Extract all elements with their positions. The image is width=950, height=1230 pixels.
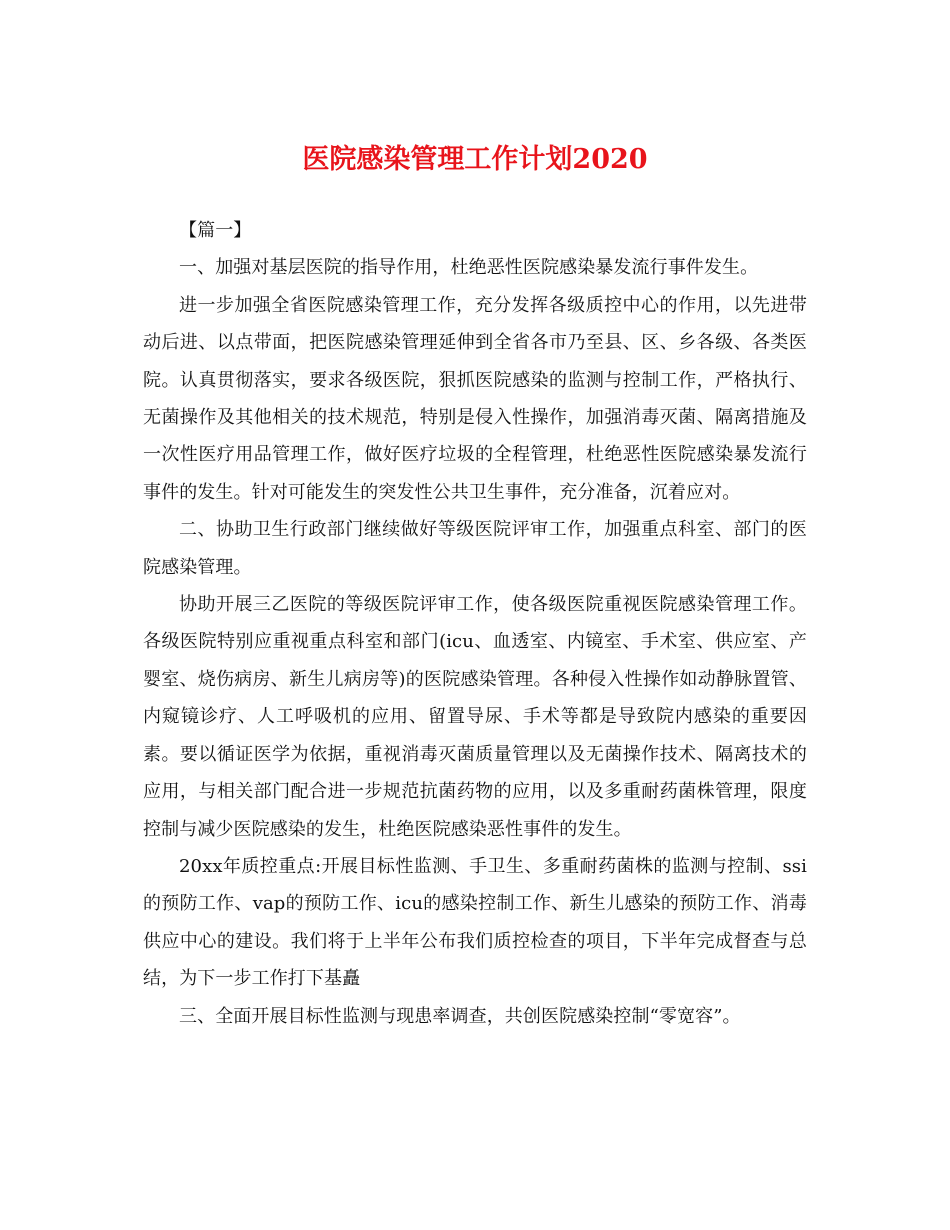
heading-one: 一、加强对基层医院的指导作用，杜绝恶性医院感染暴发流行事件发生。	[179, 257, 759, 279]
paragraph: 协助开展三乙医院的等级医院评审工作，使各级医院重视医院感染管理工作。各级医院特别应重视重点科室和部门(icu、血透室、内镜室、手术室、供应室、产婴室、烧伤病房、新生儿病房等)的医院感染管理。各种侵入性操作如动静脉置管、内窥镜诊疗、人工呼吸机的应用、留置导尿、手术等都是导致院内感染的重要因素。要以循证医学为依据，重视消毒灭菌质量管理以及无菌操作技术、隔离技术的应用，与相关部门配合进一步规范抗菌药物的应用，以及多重耐药菌株管理，限度控制与减少医院感染的发生，杜绝医院感染恶性事件的发生。	[143, 594, 807, 840]
paragraph: 20xx年质控重点:开展目标性监测、手卫生、多重耐药菌株的监测与控制、ssi的预防工作、vap的预防工作、icu的感染控制工作、新生儿感染的预防工作、消毒供应中心的建设。我们将于上半年公布我们质控检查的项目，下半年完成督查与总结，为下一步工作打下基矗	[143, 855, 807, 990]
section-label: 【篇一】	[179, 220, 252, 241]
heading-two: 二、协助卫生行政部门继续做好等级医院评审工作，加强重点科室、部门的医院感染管理。	[143, 519, 807, 578]
document-body	[143, 212, 807, 1035]
heading-three: 三、全面开展目标性监测与现患率调查，共创医院感染控制“零宽容”。	[179, 1005, 741, 1027]
paragraph: 进一步加强全省医院感染管理工作，充分发挥各级质控中心的作用，以先进带动后进、以点带面，把医院感染管理延伸到全省各市乃至县、区、乡各级、各类医院。认真贯彻落实，要求各级医院，狠抓医院感染的监测与控制工作，严格执行、无菌操作及其他相关的技术规范，特别是侵入性操作，加强消毒灭菌、隔离措施及一次性医疗用品管理工作，做好医疗垃圾的全程管理，杜绝恶性医院感染暴发流行事件的发生。针对可能发生的突发性公共卫生事件，充分准备，沉着应对。	[143, 294, 807, 503]
document-title: 医院感染管理工作计划2020	[302, 144, 648, 175]
